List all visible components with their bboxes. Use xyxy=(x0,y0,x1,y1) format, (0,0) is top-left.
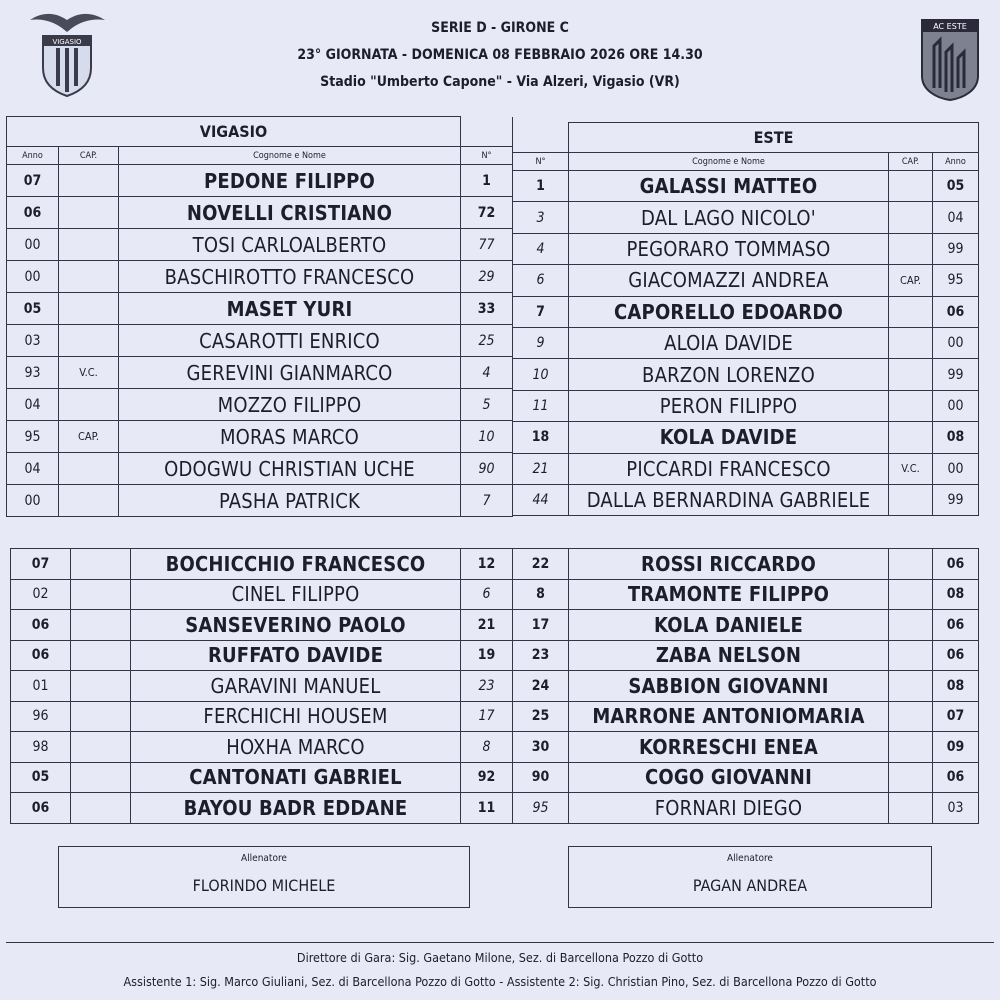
player-anno: 06 xyxy=(933,549,979,580)
este-logo xyxy=(920,18,980,102)
player-name: BARZON LORENZO xyxy=(569,359,889,390)
player-row xyxy=(513,453,979,484)
player-num: 19 xyxy=(461,640,513,671)
player-name: ALOIA DAVIDE xyxy=(569,327,889,358)
player-num: 11 xyxy=(461,793,513,824)
player-name: MASET YURI xyxy=(119,293,461,325)
player-name: GEREVINI GIANMARCO xyxy=(119,357,461,389)
home-col-num: N° xyxy=(461,147,513,165)
player-cap xyxy=(889,762,933,793)
player-row xyxy=(513,265,979,296)
player-num: 23 xyxy=(461,671,513,702)
player-row xyxy=(513,327,979,358)
player-num: 25 xyxy=(461,325,513,357)
player-name: BAYOU BADR EDDANE xyxy=(131,793,461,824)
player-cap xyxy=(71,701,131,732)
player-name: RUFFATO DAVIDE xyxy=(131,640,461,671)
player-cap xyxy=(59,197,119,229)
player-anno: 95 xyxy=(7,421,59,453)
player-cap xyxy=(71,671,131,702)
player-cap xyxy=(71,762,131,793)
player-anno: 05 xyxy=(7,293,59,325)
player-name: BOCHICCHIO FRANCESCO xyxy=(131,549,461,580)
player-cap xyxy=(889,202,933,233)
home-col-anno: Anno xyxy=(7,147,59,165)
player-anno: 99 xyxy=(933,484,979,515)
player-cap xyxy=(889,701,933,732)
player-row xyxy=(7,229,513,261)
player-name: SABBION GIOVANNI xyxy=(569,671,889,702)
player-num: 18 xyxy=(513,422,569,453)
away-team-name: ESTE xyxy=(569,123,979,153)
player-num: 77 xyxy=(461,229,513,261)
vigasio-logo-text: VIGASIO xyxy=(52,38,82,46)
player-cap xyxy=(59,389,119,421)
away-col-cap: CAP. xyxy=(889,153,933,171)
player-anno: 07 xyxy=(7,165,59,197)
player-name: HOXHA MARCO xyxy=(131,732,461,763)
player-anno: 00 xyxy=(933,390,979,421)
player-anno: 07 xyxy=(11,549,71,580)
player-num: 95 xyxy=(513,793,569,824)
player-name: SANSEVERINO PAOLO xyxy=(131,610,461,641)
player-cap xyxy=(59,293,119,325)
away-coach-label: Allenatore xyxy=(727,853,773,864)
player-anno: 04 xyxy=(7,453,59,485)
player-num: 8 xyxy=(461,732,513,763)
player-num: 21 xyxy=(461,610,513,641)
officials-referee: Direttore di Gara: Sig. Gaetano Milone, Sez. di Barcellona Pozzo di Gotto xyxy=(296,950,704,965)
player-name: FERCHICHI HOUSEM xyxy=(131,701,461,732)
player-num: 25 xyxy=(513,701,569,732)
player-row xyxy=(7,325,513,357)
player-name: PEGORARO TOMMASO xyxy=(569,233,889,264)
player-num: 10 xyxy=(461,421,513,453)
player-row xyxy=(513,701,979,732)
player-row xyxy=(7,357,513,389)
player-name: MORAS MARCO xyxy=(119,421,461,453)
player-num: 7 xyxy=(513,296,569,327)
away-coach-name: PAGAN ANDREA xyxy=(692,876,808,895)
player-anno: 06 xyxy=(933,640,979,671)
player-cap xyxy=(889,327,933,358)
player-row xyxy=(513,359,979,390)
player-anno: 03 xyxy=(7,325,59,357)
player-anno: 03 xyxy=(933,793,979,824)
player-num: 23 xyxy=(513,640,569,671)
player-cap xyxy=(889,640,933,671)
player-row xyxy=(11,610,513,641)
player-name: PASHA PATRICK xyxy=(119,485,461,517)
player-num: 33 xyxy=(461,293,513,325)
player-row xyxy=(513,793,979,824)
player-anno: 06 xyxy=(933,762,979,793)
player-anno: 96 xyxy=(11,701,71,732)
este-logo-text: AC ESTE xyxy=(933,22,967,31)
player-cap xyxy=(71,549,131,580)
home-col-name: Cognome e Nome xyxy=(119,147,461,165)
player-cap xyxy=(71,640,131,671)
player-name: GARAVINI MANUEL xyxy=(131,671,461,702)
header-stadium: Stadio "Umberto Capone" - Via Alzeri, Vigasio (VR) xyxy=(320,74,680,90)
player-row xyxy=(513,579,979,610)
player-row xyxy=(7,485,513,517)
player-row xyxy=(11,701,513,732)
away-starters-table xyxy=(512,122,979,516)
player-num: 17 xyxy=(513,610,569,641)
player-name: TOSI CARLOALBERTO xyxy=(119,229,461,261)
away-starters-body xyxy=(513,171,979,516)
player-cap: CAP. xyxy=(59,421,119,453)
player-row xyxy=(11,793,513,824)
player-cap xyxy=(889,171,933,202)
player-anno: 99 xyxy=(933,233,979,264)
player-name: GIACOMAZZI ANDREA xyxy=(569,265,889,296)
player-num: 21 xyxy=(513,453,569,484)
away-col-anno: Anno xyxy=(933,153,979,171)
player-row xyxy=(7,453,513,485)
player-anno: 01 xyxy=(11,671,71,702)
player-anno: 00 xyxy=(7,261,59,293)
player-name: PEDONE FILIPPO xyxy=(119,165,461,197)
player-name: CAPORELLO EDOARDO xyxy=(569,296,889,327)
header-league: SERIE D - GIRONE C xyxy=(431,20,569,36)
player-row xyxy=(11,732,513,763)
player-anno: 06 xyxy=(11,640,71,671)
player-num: 17 xyxy=(461,701,513,732)
player-anno: 08 xyxy=(933,422,979,453)
player-cap xyxy=(71,610,131,641)
player-cap xyxy=(889,422,933,453)
player-row xyxy=(513,640,979,671)
player-cap xyxy=(889,296,933,327)
player-name: BASCHIROTTO FRANCESCO xyxy=(119,261,461,293)
player-num: 1 xyxy=(513,171,569,202)
player-name: COGO GIOVANNI xyxy=(569,762,889,793)
player-row xyxy=(513,549,979,580)
player-name: CANTONATI GABRIEL xyxy=(131,762,461,793)
player-row xyxy=(7,389,513,421)
player-name: MOZZO FILIPPO xyxy=(119,389,461,421)
player-num: 6 xyxy=(461,579,513,610)
home-coach-name: FLORINDO MICHELE xyxy=(192,876,336,895)
player-name: KOLA DANIELE xyxy=(569,610,889,641)
player-row xyxy=(7,293,513,325)
player-num: 90 xyxy=(461,453,513,485)
player-cap xyxy=(889,610,933,641)
player-cap xyxy=(59,229,119,261)
away-col-name: Cognome e Nome xyxy=(569,153,889,171)
player-cap xyxy=(889,732,933,763)
player-anno: 04 xyxy=(933,202,979,233)
player-name: KORRESCHI ENEA xyxy=(569,732,889,763)
player-name: PICCARDI FRANCESCO xyxy=(569,453,889,484)
player-anno: 08 xyxy=(933,671,979,702)
player-row xyxy=(513,296,979,327)
player-name: FORNARI DIEGO xyxy=(569,793,889,824)
player-cap xyxy=(889,549,933,580)
player-name: NOVELLI CRISTIANO xyxy=(119,197,461,229)
player-anno: 93 xyxy=(7,357,59,389)
player-row xyxy=(513,233,979,264)
player-anno: 00 xyxy=(7,229,59,261)
player-row xyxy=(7,261,513,293)
player-anno: 06 xyxy=(11,610,71,641)
player-num: 22 xyxy=(513,549,569,580)
player-num: 30 xyxy=(513,732,569,763)
player-row xyxy=(513,202,979,233)
player-num: 4 xyxy=(513,233,569,264)
away-subs-body xyxy=(513,549,979,824)
player-num: 11 xyxy=(513,390,569,421)
player-cap xyxy=(889,793,933,824)
player-name: DAL LAGO NICOLO' xyxy=(569,202,889,233)
player-name: ROSSI RICCARDO xyxy=(569,549,889,580)
home-col-cap: CAP. xyxy=(59,147,119,165)
player-row xyxy=(11,640,513,671)
player-num: 44 xyxy=(513,484,569,515)
player-anno: 09 xyxy=(933,732,979,763)
player-cap xyxy=(59,261,119,293)
player-anno: 05 xyxy=(933,171,979,202)
player-name: MARRONE ANTONIOMARIA xyxy=(569,701,889,732)
player-num: 8 xyxy=(513,579,569,610)
player-row xyxy=(11,762,513,793)
home-coach-box xyxy=(58,846,470,908)
player-name: CINEL FILIPPO xyxy=(131,579,461,610)
player-name: CASAROTTI ENRICO xyxy=(119,325,461,357)
home-team-name: VIGASIO xyxy=(7,117,461,147)
vigasio-logo xyxy=(20,6,115,98)
home-subs-body xyxy=(11,549,513,824)
player-anno: 06 xyxy=(7,197,59,229)
player-anno: 06 xyxy=(11,793,71,824)
player-num: 72 xyxy=(461,197,513,229)
home-coach-label: Allenatore xyxy=(241,853,287,864)
player-anno: 06 xyxy=(933,610,979,641)
away-subs-table xyxy=(512,548,979,824)
player-anno: 00 xyxy=(7,485,59,517)
player-name: DALLA BERNARDINA GABRIELE xyxy=(569,484,889,515)
player-row xyxy=(513,171,979,202)
player-row xyxy=(7,421,513,453)
player-num: 4 xyxy=(461,357,513,389)
player-name: KOLA DAVIDE xyxy=(569,422,889,453)
player-name: PERON FILIPPO xyxy=(569,390,889,421)
player-name: ZABA NELSON xyxy=(569,640,889,671)
player-anno: 00 xyxy=(933,327,979,358)
player-cap xyxy=(889,579,933,610)
player-cap xyxy=(889,233,933,264)
player-row xyxy=(513,671,979,702)
player-num: 12 xyxy=(461,549,513,580)
player-num: 9 xyxy=(513,327,569,358)
player-cap xyxy=(59,453,119,485)
home-starters-table xyxy=(6,116,513,517)
player-anno: 04 xyxy=(7,389,59,421)
player-anno: 99 xyxy=(933,359,979,390)
player-num: 92 xyxy=(461,762,513,793)
player-num: 5 xyxy=(461,389,513,421)
player-num: 29 xyxy=(461,261,513,293)
player-anno: 07 xyxy=(933,701,979,732)
officials-divider xyxy=(6,942,994,943)
player-name: ODOGWU CHRISTIAN UCHE xyxy=(119,453,461,485)
player-cap xyxy=(59,485,119,517)
player-anno: 00 xyxy=(933,453,979,484)
player-row xyxy=(513,762,979,793)
player-cap: CAP. xyxy=(889,265,933,296)
player-anno: 98 xyxy=(11,732,71,763)
player-cap xyxy=(889,359,933,390)
player-cap xyxy=(889,484,933,515)
player-num: 10 xyxy=(513,359,569,390)
player-cap xyxy=(71,793,131,824)
home-subs-table xyxy=(10,548,513,824)
player-row xyxy=(11,579,513,610)
player-row xyxy=(513,732,979,763)
away-col-num: N° xyxy=(513,153,569,171)
player-row xyxy=(11,671,513,702)
player-num: 6 xyxy=(513,265,569,296)
player-num: 3 xyxy=(513,202,569,233)
player-row xyxy=(513,422,979,453)
player-name: GALASSI MATTEO xyxy=(569,171,889,202)
player-anno: 05 xyxy=(11,762,71,793)
player-cap: V.C. xyxy=(889,453,933,484)
header-matchday: 23° GIORNATA - DOMENICA 08 FEBBRAIO 2026 ORE 14.30 xyxy=(297,47,703,63)
player-cap: V.C. xyxy=(59,357,119,389)
player-cap xyxy=(889,390,933,421)
player-name: TRAMONTE FILIPPO xyxy=(569,579,889,610)
player-anno: 02 xyxy=(11,579,71,610)
player-num: 24 xyxy=(513,671,569,702)
player-anno: 06 xyxy=(933,296,979,327)
player-row xyxy=(11,549,513,580)
player-num: 90 xyxy=(513,762,569,793)
player-row xyxy=(513,390,979,421)
player-cap xyxy=(71,732,131,763)
officials-assistants: Assistente 1: Sig. Marco Giuliani, Sez. di Barcellona Pozzo di Gotto - Assistente 2: Sig. Christian Pino, Sez. di Barcellona Pozzo di Gotto xyxy=(123,974,877,989)
player-cap xyxy=(59,325,119,357)
player-cap xyxy=(889,671,933,702)
player-anno: 08 xyxy=(933,579,979,610)
player-row xyxy=(513,610,979,641)
player-cap xyxy=(59,165,119,197)
home-starters-body xyxy=(7,165,513,517)
player-num: 1 xyxy=(461,165,513,197)
player-row xyxy=(513,484,979,515)
player-row xyxy=(7,165,513,197)
player-anno: 95 xyxy=(933,265,979,296)
player-cap xyxy=(71,579,131,610)
away-coach-box xyxy=(568,846,932,908)
player-num: 7 xyxy=(461,485,513,517)
player-row xyxy=(7,197,513,229)
